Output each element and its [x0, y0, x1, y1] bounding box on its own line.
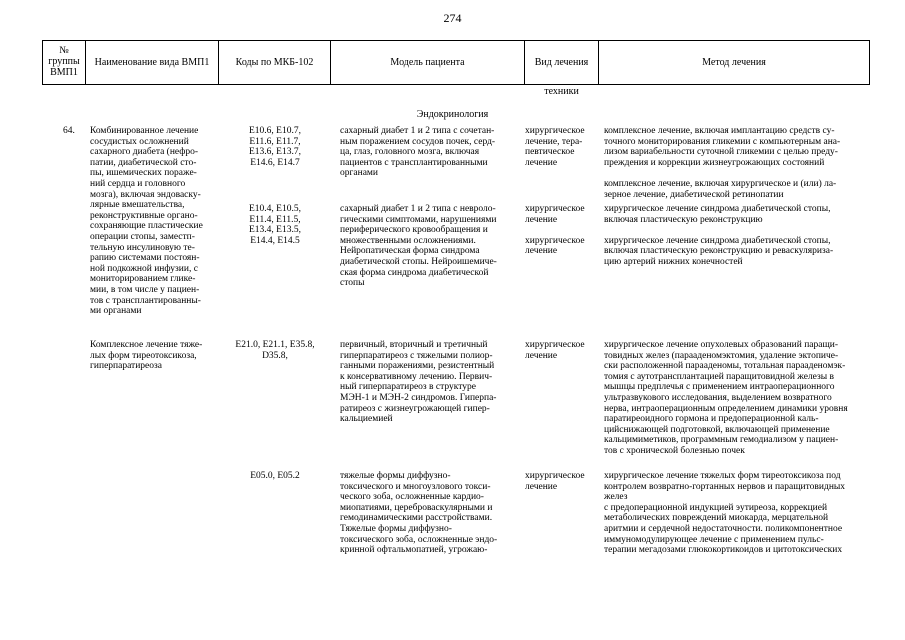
treatment-type: хирургическое лечение, тера- певтическое лечение [525, 126, 585, 168]
header-top-border [42, 40, 870, 41]
patient-model: первичный, вторичный и третичный гиперпаратиреоз с тяжелыми полиор- ганными поражениями, резистентный к консервативному лечению. Первич- ный гиперпаратиреоз в структуре МЭН-1 и МЭН-2 синдромов. Гиперпа- ратиреоз с жизнеугрожающей гипер- кальциемией [340, 340, 497, 425]
header-treatment-method: Метод лечения [702, 57, 766, 68]
section-title: Эндокринология [416, 109, 489, 120]
treatment-type: хирургическое лечение [525, 471, 585, 492]
page-number: 274 [443, 11, 462, 25]
header-icd-codes: Коды по МКБ-102 [235, 57, 314, 68]
vmp-name: Комплексное лечение тяже- лых форм тиреотоксикоза, гиперпаратиреоза [90, 340, 203, 372]
treatment-method: хирургическое лечение тяжелых форм тиреотоксикоза под контролем возвратно-гортанных нервов и паращитовидных желез с предоперационной индукцией эутиреоза, коррекцией метаболических повреждений миокарда, мерцательной аритмии и сердечной недостаточности. поликомпонентное иммуномодулирующее лечение с применением пульс- терапии мегадозами глюкокортикоидов и цитотоксических [604, 471, 846, 556]
treatment-type: хирургическое лечение [525, 340, 585, 361]
icd-codes: E10.4, E10.5, E11.4, E11.5, E13.4, E13.5, E14.4, E14.5 [249, 204, 301, 246]
icd-codes: E10.6, E10.7, E11.6, E11.7, E13.6, E13.7, E14.6, E14.7 [249, 126, 301, 168]
icd-codes: E05.0, E05.2 [250, 471, 300, 481]
header-sub-label: техники [544, 86, 579, 97]
treatment-method: хирургическое лечение опухолевых образований паращи- товидных желез (парааденомэктомия, удаление эктопиче- ски расположенной парааденомы, тотальная парааденомэк- томия с аутотрансплантацией паращитовидной железы в мышцы предплечья с применением интраоперационного ультразвукового исследования, выделением возвратного нерва, интраоперационным определением динамики уровня паратиреоидного гормона и предоперационной каль- цийснижающей подготовкой, включающей применение кальцимиметиков, программным гемодиализом у пациен- тов с хронической болезнью почек [604, 340, 848, 456]
treatment-method: комплексное лечение, включая имплантацию средств су- точного мониторирования гликемии с компьютерным ана- лизом вариабельности суточной гликемии с целью преду- преждения и коррекции жизнеугрожающих состояний комплексное лечение, включая хирургическое и (или) ла- зерное лечение, диабетической ретинопатии [604, 126, 841, 200]
header-bottom-border [42, 84, 870, 85]
vmp-name: Комбинированное лечение сосудистых осложнений сахарного диабета (нефро- патии, диабетической сто- пы, ишемических пораже- ний сердца и головного мозга), включая эндоваску- лярные вмешательства, реконструктивные органо- сохраняющие пластические операции стопы, заместп- тельную инсулиновую те- рапию системами постоян- ной подкожной инфузии, с мониторированием глике- мии, в том числе у пациен- тов с трансплантированны- ми органами [90, 126, 203, 317]
group-number: 64. [63, 126, 75, 136]
treatment-method: хирургическое лечение синдрома диабетической стопы, включая пластическую реконструкцию хирургическое лечение синдрома диабетической стопы, включая пластическую реконструкцию и реваскуляриза- цию артерий нижних конечностей [604, 204, 834, 267]
patient-model: сахарный диабет 1 и 2 типа с невроло- гическими симптомами, нарушениями периферического кровообращения и множественными осложнениями. Нейропатическая форма синдрома диабетической стопы. Нейроишемиче- ская форма синдрома диабетической стопы [340, 204, 497, 289]
patient-model: тяжелые формы диффузно- токсического и многоузлового токси- ческого зоба, осложненные кардио- миопатиями, цереброваскулярными и гемодинамическими расстройствами. Тяжелые формы диффузно- токсического зоба, осложненные эндо- кринной офтальмопатией, угрожаю- [340, 471, 498, 556]
header-vmp-name: Наименование вида ВМП1 [94, 57, 210, 68]
treatment-type: хирургическое лечение хирургическое лечение [525, 204, 585, 257]
header-patient-model: Модель пациента [390, 57, 465, 68]
header-group-number: № группы ВМП1 [48, 45, 80, 78]
icd-codes: E21.0, E21.1, E35.8, D35.8, [235, 340, 315, 361]
header-treatment-type: Вид лечения [534, 57, 589, 68]
col-divider [869, 40, 870, 84]
patient-model: сахарный диабет 1 и 2 типа с сочетан- ным поражением сосудов почек, серд- ца, глаз, головного мозга, включая пациентов с трансплантированными органами [340, 126, 496, 179]
